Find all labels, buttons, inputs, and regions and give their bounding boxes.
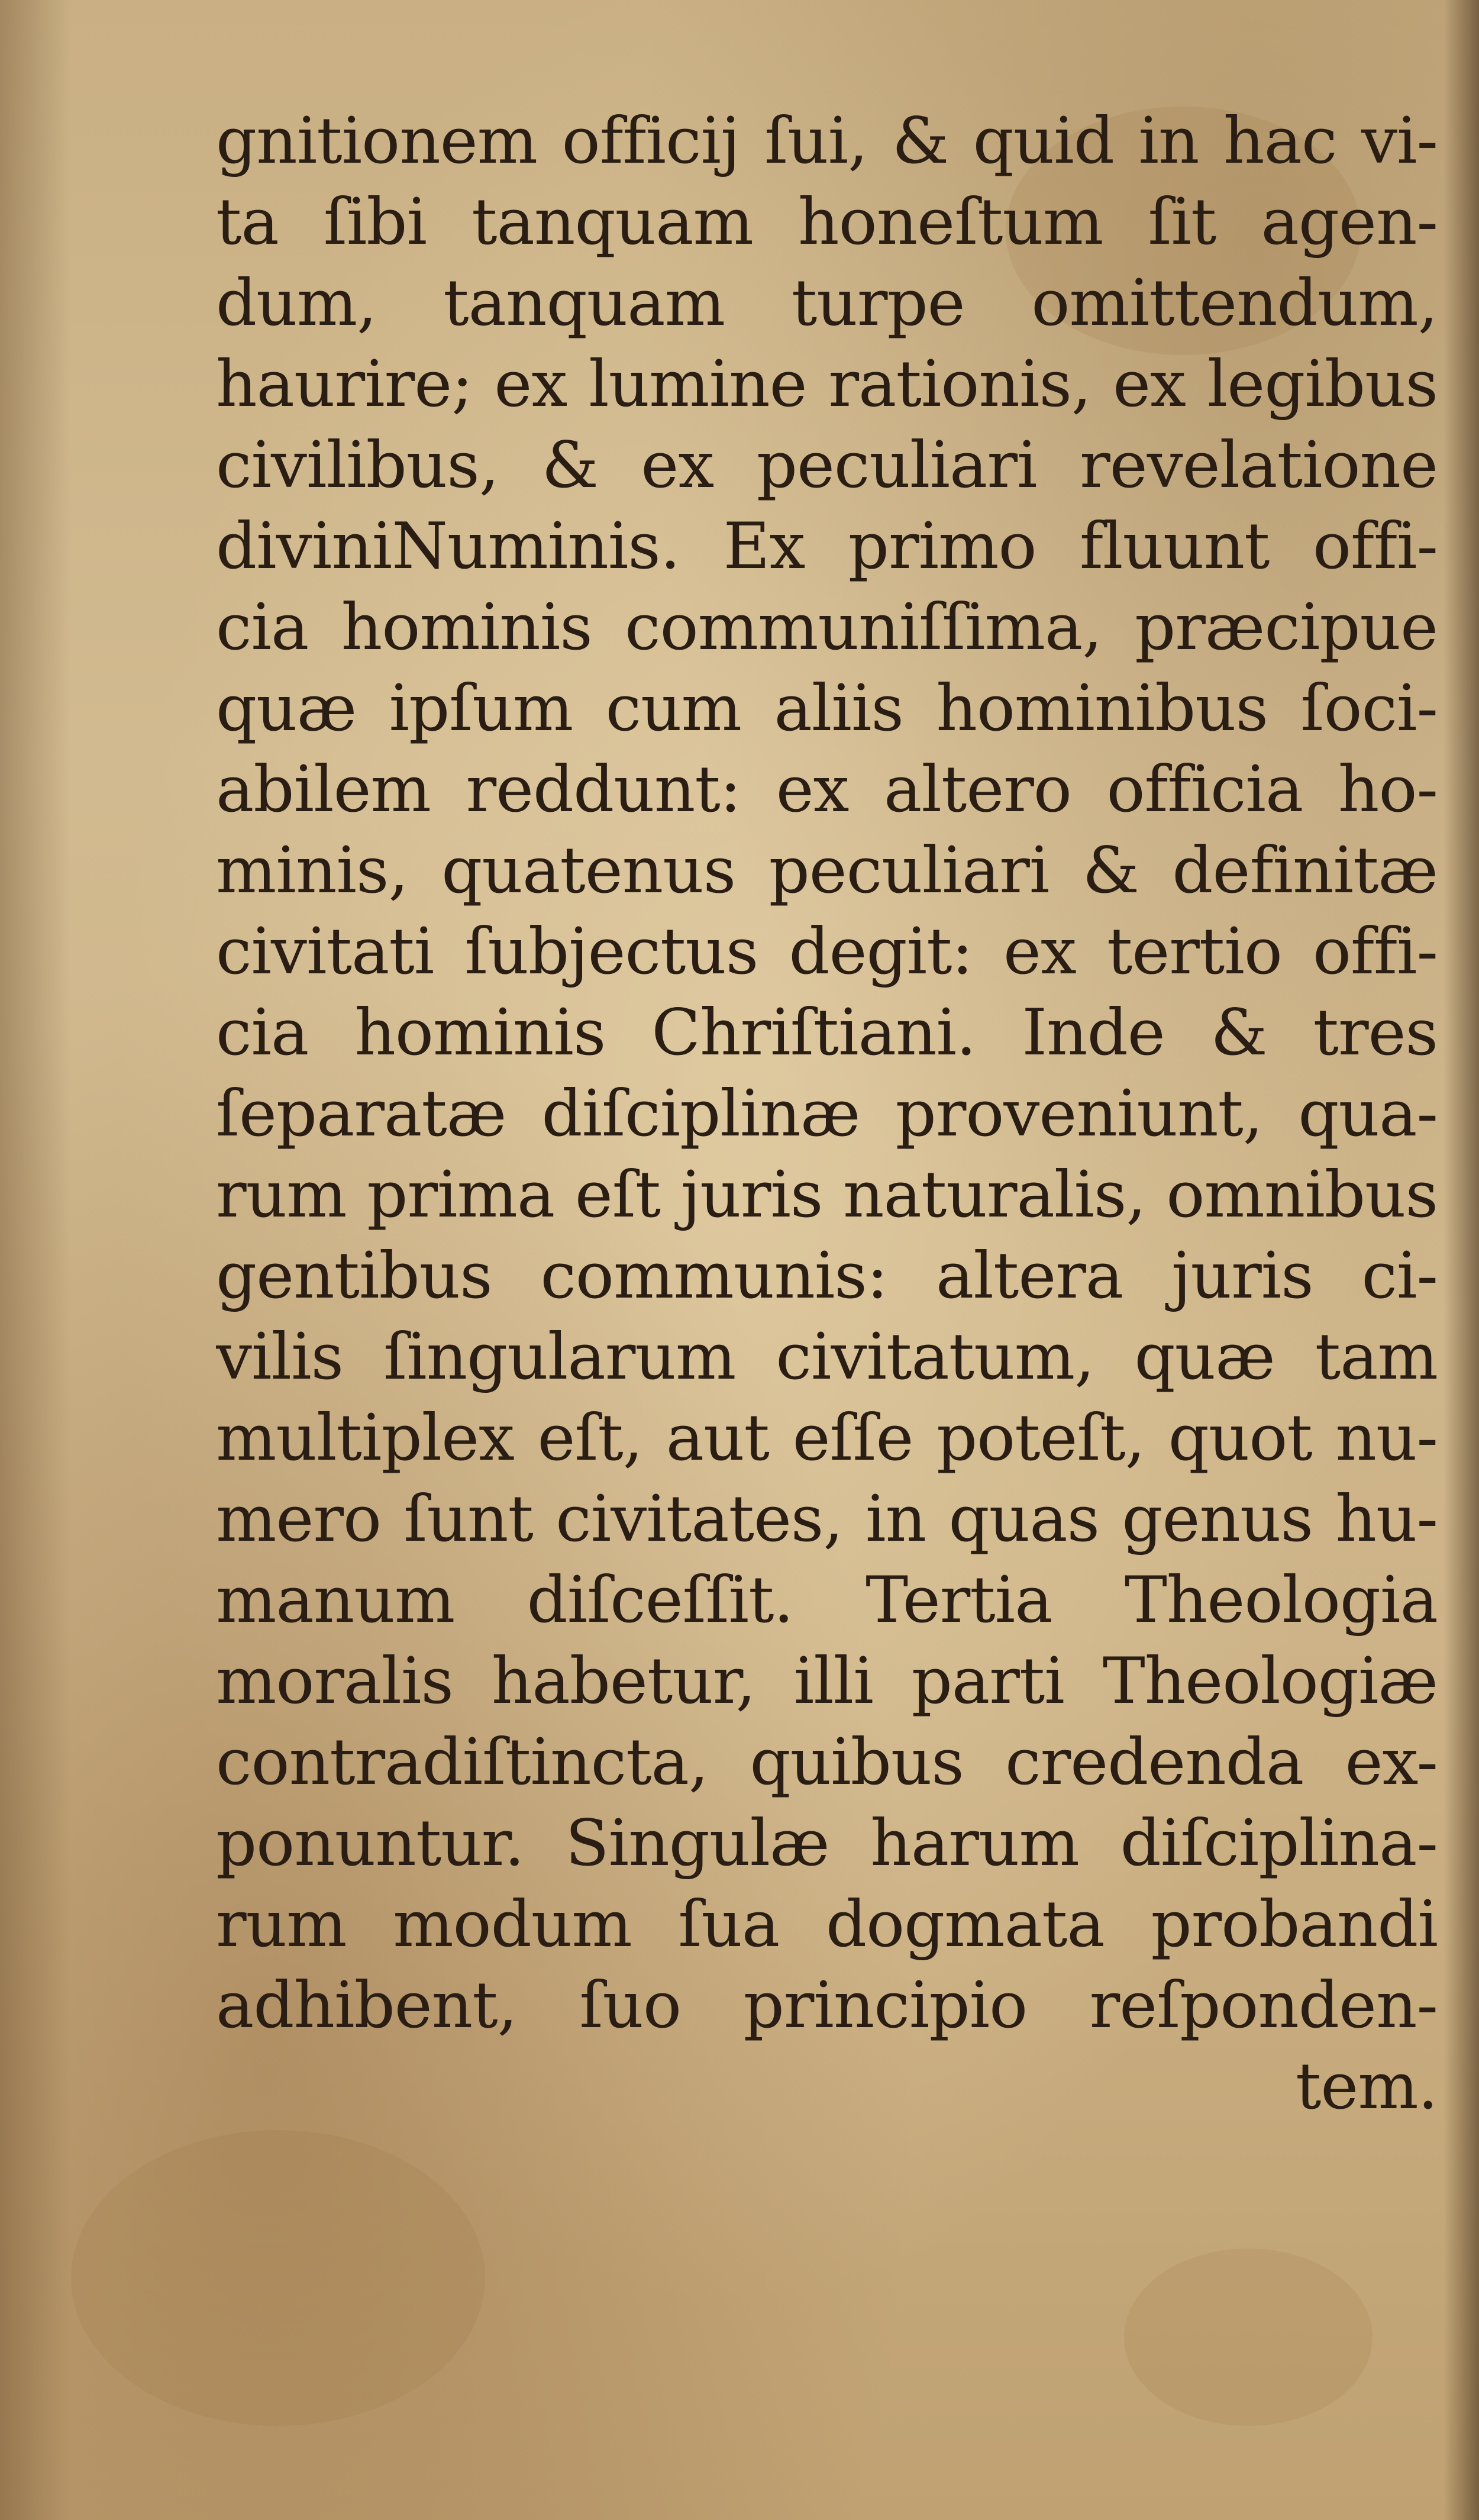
text-line: rum modum ſua dogmata probandi — [216, 1887, 1438, 1961]
paper-stain — [71, 2130, 485, 2426]
text-line: mero ſunt civitates, in quas genus hu- — [216, 1482, 1438, 1556]
paper-stain — [1124, 2248, 1373, 2426]
text-line: ta ſibi tanquam honeſtum ſit agen- — [216, 185, 1438, 259]
text-line: diviniNuminis. Ex primo fluunt offi- — [216, 509, 1438, 583]
text-line: vilis ſingularum civitatum, quæ tam — [216, 1320, 1438, 1394]
text-line: quæ ipſum cum aliis hominibus ſoci- — [216, 672, 1438, 746]
text-line: adhibent, ſuo principio reſponden- — [216, 1969, 1438, 2043]
text-line: manum diſceſſit. Tertia Theologia — [216, 1563, 1438, 1637]
text-line: civitati ſubjectus degit: ex tertio offi- — [216, 915, 1438, 989]
text-line: moralis habetur, illi parti Theologiæ — [216, 1644, 1438, 1718]
text-line: abilem reddunt: ex altero officia ho- — [216, 753, 1438, 827]
text-line: gentibus communis: altera juris ci- — [216, 1239, 1438, 1313]
body-text — [216, 101, 1438, 2127]
page-gutter-shadow — [0, 0, 71, 2520]
text-line: rum prima eſt juris naturalis, omnibus — [216, 1158, 1438, 1232]
text-line: cia hominis Chriſtiani. Inde & tres — [216, 996, 1438, 1070]
text-line: ſeparatæ diſciplinæ proveniunt, qua- — [216, 1077, 1438, 1151]
text-line: haurire; ex lumine rationis, ex legibus — [216, 347, 1438, 421]
text-line: civilibus, & ex peculiari revelatione — [216, 428, 1438, 502]
text-line: gnitionem officij ſui, & quid in hac vi- — [216, 104, 1438, 178]
catchword: tem. — [1295, 2050, 1438, 2124]
page-edge-shadow — [1444, 0, 1479, 2520]
text-line: multiplex eſt, aut eſſe poteſt, quot nu- — [216, 1401, 1438, 1475]
text-line: contradiſtincta, quibus credenda ex- — [216, 1725, 1438, 1799]
text-line: minis, quatenus peculiari & definitæ — [216, 834, 1438, 908]
text-line: cia hominis communiſſima, præcipue — [216, 591, 1438, 664]
text-line: dum, tanquam turpe omittendum, — [216, 266, 1438, 340]
text-line: ponuntur. Singulæ harum diſciplina- — [216, 1806, 1438, 1880]
